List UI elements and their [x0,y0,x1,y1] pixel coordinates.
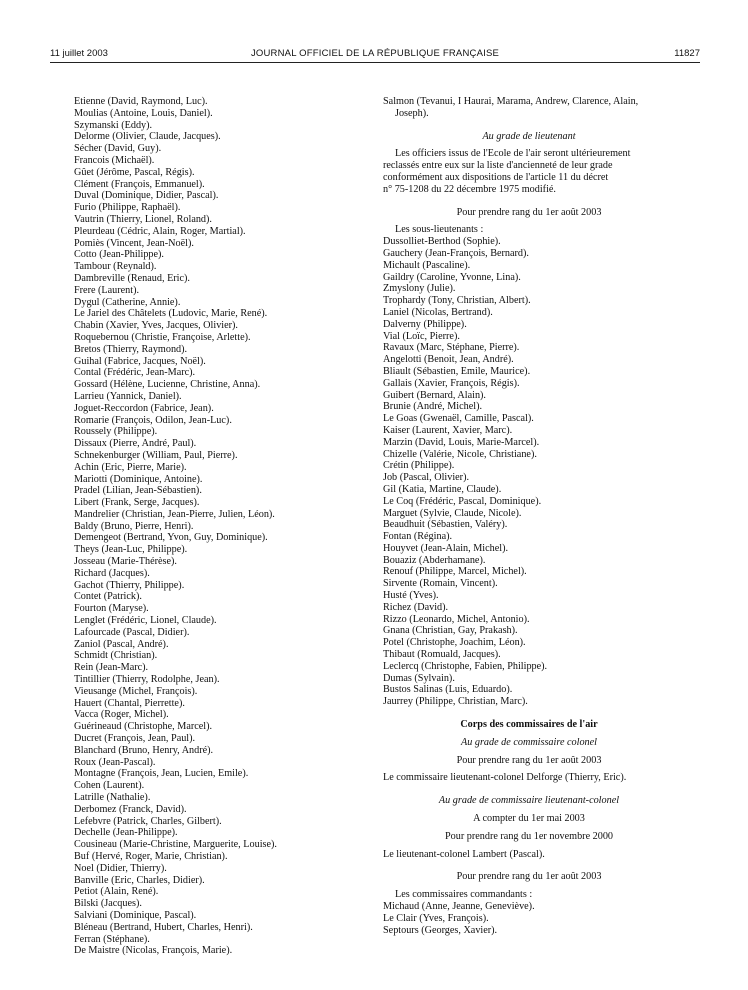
lieutenant-entry: Michault (Pascaline). [383,259,471,271]
lieutenant-entry: Brunie (André, Michel). [383,401,483,413]
name-entry: Roquebernou (Christie, Françoise, Arlette). [74,331,251,343]
heading-grade-lt-colonel: Au grade de commissaire lieutenant-colonel [438,795,620,807]
name-entry: Demengeot (Bertrand, Yvon, Guy, Dominique). [74,532,268,544]
name-entry: Le Jariel des Châtelets (Ludovic, Marie, René). [74,308,268,320]
name-entry: Frere (Laurent). [74,284,140,296]
name-entry: Gossard (Hélène, Lucienne, Christine, Anna). [74,379,261,391]
name-entry: Richard (Jacques). [74,567,150,579]
name-entry: Latrille (Nathalie). [74,792,151,804]
left-column [74,96,374,957]
lieutenant-list [383,236,675,708]
name-entry: Cohen (Laurent). [74,780,145,792]
lieutenant-entry: Gil (Katia, Martine, Claude). [383,483,502,495]
name-entry: Romarie (François, Odilon, Jean-Luc). [74,414,232,426]
lieutenant-entry: Gnana (Christian, Gay, Prakash). [383,625,518,637]
name-entry: Mandrelier (Christian, Jean-Pierre, Julien, Léon). [74,508,275,520]
name-entry: Salviani (Dominique, Pascal). [74,909,197,921]
paragraph-line-2: reclassés entre eux sur la liste d'ancienneté de leur grade [383,160,613,172]
lieutenant-entry: Houyvet (Jean-Alain, Michel). [383,542,509,554]
name-entry: Mariotti (Dominique, Antoine). [74,473,203,485]
lieutenant-entry: Beaudhuit (Sébastien, Valéry). [383,519,508,531]
name-entry: Tintillier (Thierry, Rodolphe, Jean). [74,674,220,686]
lieutenant-entry: Husté (Yves). [383,590,439,602]
lieutenant-entry: Crétin (Philippe). [383,460,455,472]
paragraph-line-4: n° 75-1208 du 22 décembre 1975 modifié. [383,183,556,195]
lieutenant-entry: Chizelle (Valérie, Nicole, Christiane). [383,448,537,460]
name-entry: Roussely (Philippe). [74,426,158,438]
lieutenant-entry: Gaildry (Caroline, Yvonne, Lina). [383,271,521,283]
name-entry: Larrieu (Yannick, Daniel). [74,390,182,402]
lieutenant-entry: Dalverny (Philippe). [383,318,467,330]
name-entry: Vieusange (Michel, François). [74,685,198,697]
name-entry: Dissaux (Pierre, André, Paul). [74,438,197,450]
lieutenant-entry: Angelotti (Benoit, Jean, André). [383,354,514,366]
page-header [50,48,700,62]
lieutenant-entry: Dumas (Sylvain). [383,672,455,684]
name-entry: Josseau (Marie-Thérèse). [74,556,177,568]
name-entry: Contal (Frédéric, Jean-Marc). [74,367,196,379]
commandant-entry: Septours (Georges, Xavier). [383,924,498,936]
lieutenant-entry: Potel (Christophe, Joachim, Léon). [383,637,526,649]
header-title: JOURNAL OFFICIEL DE LA RÉPUBLIQUE FRANÇAISE [250,48,500,59]
lieutenant-entry: Le Coq (Frédéric, Pascal, Dominique). [383,495,542,507]
lieutenant-entry: Gallais (Xavier, François, Régis). [383,377,520,389]
name-entry: Dygul (Catherine, Annie). [74,296,181,308]
name-entry: Noel (Didier, Thierry). [74,862,167,874]
lieutenant-entry: Zmyslony (Julie). [383,283,456,295]
lieutenant-entry: Jaurrey (Philippe, Christian, Marc). [383,696,528,708]
header-page-number: 11827 [674,48,700,59]
paragraph-line-1: Les officiers issus de l'Ecole de l'air seront ultérieurement [395,148,631,160]
name-entry: Dechelle (Jean-Philippe). [74,827,178,839]
lieutenant-entry: Fontan (Régina). [383,531,453,543]
colonel-entry: Le commissaire lieutenant-colonel Delforge (Thierry, Eric). [383,772,627,784]
lieutenant-entry: Trophardy (Tony, Christian, Albert). [383,295,531,307]
lieutenant-entry: Sirvente (Romain, Vincent). [383,578,498,590]
name-entry: Bretos (Thierry, Raymond). [74,343,188,355]
lieutenant-entry: Dussolliet-Berthod (Sophie). [383,236,501,248]
name-entry: Fourton (Maryse). [74,603,149,615]
lieutenant-entry: Ravaux (Marc, Stéphane, Pierre). [383,342,520,354]
name-entry: Delorme (Olivier, Claude, Jacques). [74,131,221,143]
heading-grade-colonel: Au grade de commissaire colonel [461,736,597,748]
name-entry: Sécher (David, Guy). [74,143,162,155]
lieutenant-entry: Marzin (David, Louis, Marie-Marcel). [383,436,540,448]
lieutenant-entry: Job (Pascal, Olivier). [383,472,470,484]
lieutenant-entry: Guibert (Bernard, Alain). [383,389,486,401]
lambert-entry: Le lieutenant-colonel Lambert (Pascal). [383,848,545,860]
rang-aout-2: Pour prendre rang du 1er août 2003 [456,754,602,766]
name-entry: Cousineau (Marie-Christine, Marguerite, Louise). [74,839,277,851]
rang-aout-1: Pour prendre rang du 1er août 2003 [456,206,602,218]
name-entry: Gachot (Thierry, Philippe). [74,579,185,591]
name-entry: Moulias (Antoine, Louis, Daniel). [74,107,213,119]
name-entry: Furio (Philippe, Raphaël). [74,202,181,214]
heading-grade-lieutenant: Au grade de lieutenant [482,130,576,142]
lieutenant-entry: Bustos Salinas (Luis, Eduardo). [383,684,513,696]
name-entry: Ducret (François, Jean, Paul). [74,733,196,745]
rang-aout-3: Pour prendre rang du 1er août 2003 [456,871,602,883]
name-entry: Vacca (Roger, Michel). [74,709,169,721]
name-entry: Hauert (Chantal, Pierrette). [74,697,185,709]
lieutenant-entry: Laniel (Nicolas, Bertrand). [383,306,493,318]
lieutenant-entry: Gauchery (Jean-François, Bernard). [383,247,529,259]
name-entry: Rein (Jean-Marc). [74,662,149,674]
name-entry: Lefebvre (Patrick, Charles, Gilbert). [74,815,222,827]
name-entry: Pradel (Lilian, Jean-Sébastien). [74,485,202,497]
name-entry: Contet (Patrick). [74,591,142,603]
name-entry: Roux (Jean-Pascal). [74,756,156,768]
salmon-line-1: Salmon (Tevanui, I Haurai, Marama, Andrew, Clarence, Alain, [383,96,639,107]
compter-mai: A compter du 1er mai 2003 [473,813,585,825]
name-entry: Libert (Frank, Serge, Jacques). [74,497,200,509]
lieutenant-entry: Rizzo (Leonardo, Michel, Antonio). [383,613,530,625]
name-entry: Lenglet (Frédéric, Lionel, Claude). [74,615,217,627]
name-entry: Lafourcade (Pascal, Didier). [74,626,190,638]
name-entry: Gûet (Jérôme, Pascal, Régis). [74,166,195,178]
lieutenant-entry: Vial (Loïc, Pierre). [383,330,460,342]
name-entry: Bilski (Jacques). [74,898,142,910]
name-entry: Etienne (David, Raymond, Luc). [74,96,208,107]
name-entry: Tambour (Reynald). [74,261,157,273]
name-entry: Schmidt (Christian). [74,650,158,662]
name-entry: Banville (Eric, Charles, Didier). [74,874,205,886]
name-entry: Zaniol (Pascal, André). [74,638,169,650]
salmon-line-2: Joseph). [395,107,429,119]
commandants-label: Les commissaires commandants : [395,889,533,901]
lieutenant-entry: Bliault (Sébastien, Emile, Maurice). [383,365,531,377]
name-entry: Bléneau (Bertrand, Hubert, Charles, Henri). [74,921,253,933]
commandant-entry: Michaud (Anne, Jeanne, Geneviève). [383,901,535,913]
name-entry: Guihal (Fabrice, Jacques, Noël). [74,355,206,367]
lieutenant-entry: Thibaut (Romuald, Jacques). [383,649,501,661]
name-entry: Duval (Dominique, Didier, Pascal). [74,190,219,202]
name-entry: Petiot (Alain, René). [74,886,159,898]
sous-lieutenants-label: Les sous-lieutenants : [395,224,484,236]
name-entry: Clément (François, Emmanuel). [74,178,205,190]
name-entry: Pomiès (Vincent, Jean-Noël). [74,237,194,249]
name-entry: Guérineaud (Christophe, Marcel). [74,721,213,733]
lieutenant-entry: Renouf (Philippe, Marcel, Michel). [383,566,527,578]
lieutenant-entry: Bouaziz (Abderhamane). [383,554,486,566]
lieutenant-entry: Le Goas (Gwenaël, Camille, Pascal). [383,413,534,425]
name-entry: Buf (Hervé, Roger, Marie, Christian). [74,851,228,862]
commandant-list [383,901,675,936]
name-entry: Achin (Eric, Pierre, Marie). [74,461,187,473]
name-entry: Chabin (Xavier, Yves, Jacques, Olivier). [74,320,238,332]
header-rule [50,62,700,63]
name-entry: Blanchard (Bruno, Henry, André). [74,744,214,756]
commandant-entry: Le Clair (Yves, François). [383,912,489,924]
name-entry: Francois (Michaël). [74,154,155,166]
rang-novembre: Pour prendre rang du 1er novembre 2000 [444,830,614,842]
name-entry: De Maistre (Nicolas, François, Marie). [74,945,233,957]
header-date: 11 juillet 2003 [50,48,108,59]
name-entry: Baldy (Bruno, Pierre, Henri). [74,520,194,532]
name-entry: Szymanski (Eddy). [74,119,153,131]
name-entry: Ferran (Stéphane). [74,933,150,945]
lieutenant-entry: Marguet (Sylvie, Claude, Nicole). [383,507,522,519]
lieutenant-entry: Leclercq (Christophe, Fabien, Philippe). [383,660,548,672]
name-entry: Pleurdeau (Cédric, Alain, Roger, Martial). [74,225,246,237]
paragraph-line-3: conformément aux dispositions de l'article 11 du décret [383,171,609,183]
name-entry: Dambreville (Renaud, Eric). [74,272,190,284]
name-entry: Montagne (François, Jean, Lucien, Emile). [74,768,249,780]
name-entry: Derbomez (Franck, David). [74,803,187,815]
lieutenant-entry: Richez (David). [383,601,449,613]
name-entry: Vautrin (Thierry, Lionel, Roland). [74,213,212,225]
right-column [383,96,675,936]
lieutenant-entry: Kaiser (Laurent, Xavier, Marc). [383,424,513,436]
name-entry: Joguet-Reccordon (Fabrice, Jean). [74,402,214,414]
corps-heading: Corps des commissaires de l'air [460,719,598,731]
name-entry: Schnekenburger (William, Paul, Pierre). [74,449,238,461]
name-entry: Cotto (Jean-Philippe). [74,249,164,261]
name-entry: Theys (Jean-Luc, Philippe). [74,544,188,556]
